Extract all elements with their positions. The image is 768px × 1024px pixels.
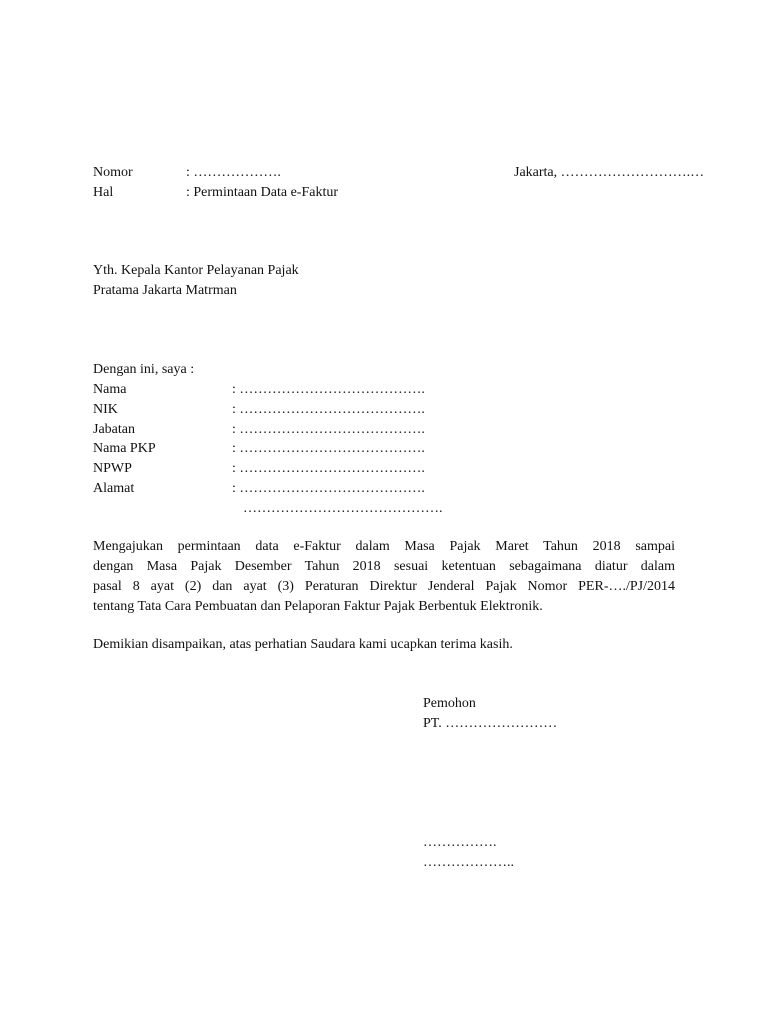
field-label-npwp: NPWP	[93, 461, 132, 476]
signature-name: …………….	[423, 835, 497, 850]
field-label-nik: NIK	[93, 402, 118, 417]
field-value-npwp: : ………………………………….	[232, 461, 425, 476]
field-value-nik: : ………………………………….	[232, 402, 425, 417]
field-label-jabatan: Jabatan	[93, 422, 135, 437]
hal-label: Hal	[93, 185, 114, 200]
nomor-label: Nomor	[93, 165, 133, 180]
signature-company: PT. ……………………	[423, 716, 558, 731]
body-paragraph	[93, 537, 675, 617]
body-line-2: dengan Masa Pajak Desember Tahun 2018 sesuai ketentuan sebagaimana diatur dalam	[93, 559, 675, 574]
place-date: Jakarta, ……………………….…	[514, 165, 705, 180]
field-label-nama: Nama	[93, 382, 127, 397]
field-value-alamat: : ………………………………….	[232, 481, 425, 496]
identity-intro: Dengan ini, saya :	[93, 362, 195, 377]
field-value-nama-pkp: : ………………………………….	[232, 441, 425, 456]
body-line-4: tentang Tata Cara Pembuatan dan Pelaporan Faktur Pajak Berbentuk Elektronik.	[93, 599, 543, 614]
field-label-alamat: Alamat	[93, 481, 135, 496]
closing-sentence: Demikian disampaikan, atas perhatian Saudara kami ucapkan terima kasih.	[93, 637, 513, 652]
field-value-jabatan: : ………………………………….	[232, 422, 425, 437]
body-line-1: Mengajukan permintaan data e-Faktur dalam Masa Pajak Maret Tahun 2018 sampai	[93, 539, 675, 554]
recipient-line-1: Yth. Kepala Kantor Pelayanan Pajak	[93, 263, 299, 278]
field-value-nama: : ………………………………….	[232, 382, 425, 397]
field-label-nama-pkp: Nama PKP	[93, 441, 156, 456]
signature-position: ………………..	[423, 855, 514, 870]
body-line-3: pasal 8 ayat (2) dan ayat (3) Peraturan Direktur Jenderal Pajak Nomor PER-…./PJ/2014	[93, 579, 675, 594]
recipient-line-2: Pratama Jakarta Matrman	[93, 283, 237, 298]
signature-title: Pemohon	[423, 696, 476, 711]
alamat-continuation: …………………………………….	[243, 501, 443, 516]
nomor-value: : ……………….	[186, 165, 281, 180]
hal-value: : Permintaan Data e-Faktur	[186, 185, 339, 200]
